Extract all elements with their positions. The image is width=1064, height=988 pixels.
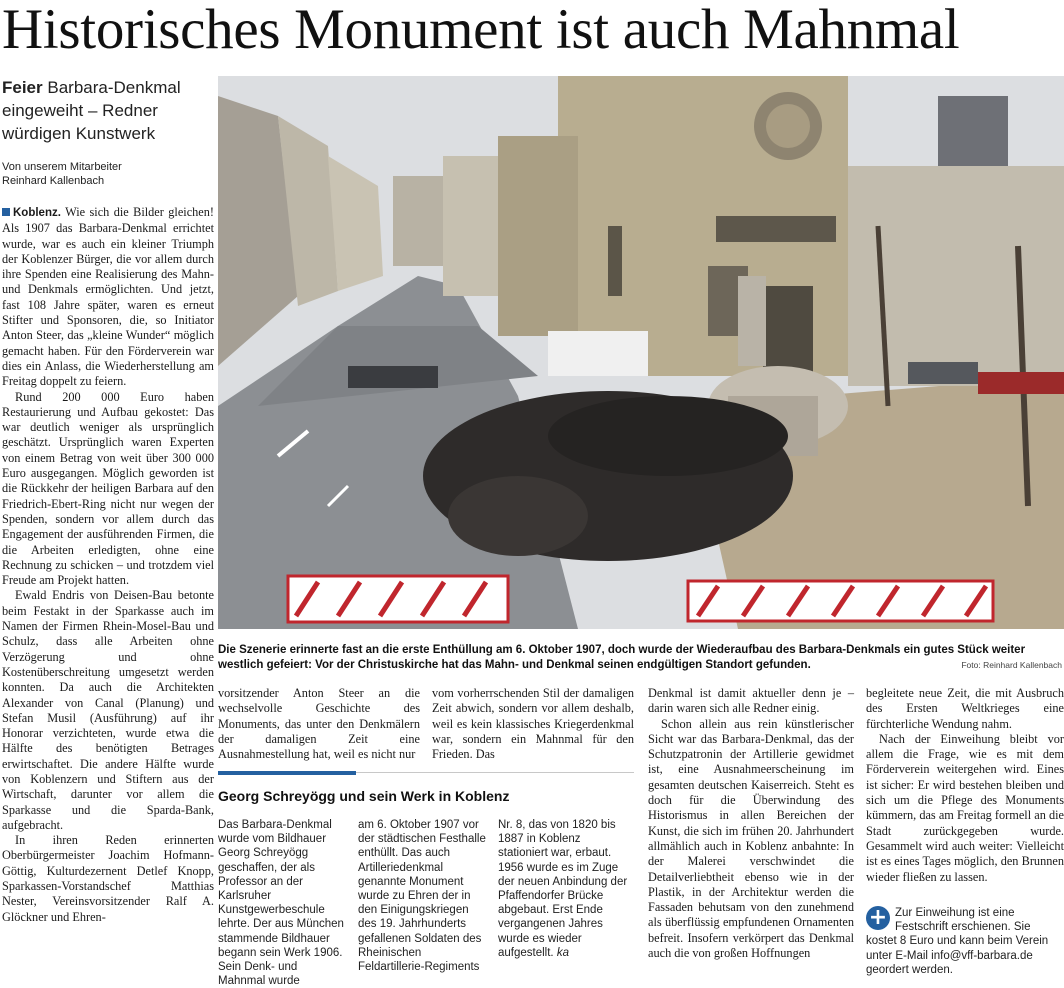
article-column-3: [432, 686, 634, 762]
monument-ceremony-photo: [218, 76, 1064, 629]
infobox-author: ka: [556, 946, 569, 959]
infobox-column-2: am 6. Oktober 1907 vor der städtischen Festhalle enthüllt. Das auch Artilleriedenkmal genannte Monument wurde zu Ehren der in den Einigungskriegen des 19. Jahrhunderts gefallenen Soldaten des Rheinischen Feldartillerie-Regiments: [358, 819, 486, 974]
infobox-title: Georg Schreyögg und sein Werk in Koblenz: [218, 788, 510, 804]
festschrift-note: [866, 906, 1064, 977]
article-paragraph: Nach der Einweihung bleibt vor allem die Frage, wie es mit dem Förderverein weitergehen wird. Eines ist sicher: Er wird bestehen bleiben und sich um die Pflege des Monuments kümmern, das am Freitag formell an die Stadt zurückgegeben wurde. Gesammelt wird auch weiter: Vielleicht ist es eines Tages möglich, den Brunnen wieder fließen zu lassen.: [866, 731, 1064, 884]
article-paragraph: vorsitzender Anton Steer an die wechselvolle Geschichte des Monuments, das unter den Denkmälern der damaligen Zeit eine Ausnahmestellung hat, weil es nicht nur: [218, 686, 420, 762]
infobox-text: Nr. 8, das von 1820 bis 1887 in Koblenz stationiert war, erbaut. 1956 wurde es im Zuge der neuen Anbindung der Pfaffendorfer Brücke abgebaut. Erst Ende vergangenen Jahres wurde es wieder aufgestellt.: [498, 819, 628, 959]
photo-credit: Foto: Reinhard Kallenbach: [961, 660, 1062, 670]
plus-circle-icon: +: [866, 906, 890, 930]
byline-line-1: Von unserem Mitarbeiter: [2, 161, 122, 173]
article-column-2: [218, 686, 420, 762]
dateline-location: Koblenz.: [13, 207, 61, 219]
headline: Historisches Monument ist auch Mahnmal: [2, 0, 960, 61]
article-paragraph: begleitete neue Zeit, die mit Ausbruch des Ersten Weltkrieges eine fürchterliche Wendung nahm.: [866, 686, 1064, 731]
byline: [2, 160, 214, 188]
article-paragraph: vom vorherrschenden Stil der damaligen Zeit abwich, sondern vor allem deshalb, weil es kein klassisches Kriegerdenkmal war, sondern ein Mahnmal für den Frieden. Das: [432, 686, 634, 762]
subhead-text: Barbara-Denkmal eingeweiht – Redner würdigen Kunstwerk: [2, 78, 181, 143]
article-paragraph: [2, 205, 214, 390]
article-paragraph: In ihren Reden erinnerten Oberbürgermeister Joachim Hofmann-Göttig, Kulturdezernent Detlef Knopp, Sparkassen-Vorstandschef Matthias Nester, Vereinsvorsitzender Ralf A. Glöckner und Ehren-: [2, 833, 214, 924]
photo-caption: Die Szenerie erinnerte fast an die erste Enthüllung am 6. Oktober 1907, doch wurde der Wiederaufbau des Barbara-Denkmals ein gutes Stück weiter westlich gefeiert: Vor der Christuskirche hat das Mahn- und Denkmal seinen endgültigen Standort gefunden.: [218, 644, 1026, 671]
article-column-5: [866, 686, 1064, 884]
infobox-accent-bar: [218, 771, 356, 775]
infobox-column-1: Das Barbara-Denkmal wurde vom Bildhauer Georg Schreyögg geschaffen, der als Professor an der Karlsruher Kunstgewerbeschule lehrte. Der aus München stammende Bildhauer begann sein Werk 1906. Sein Denk- und Mahnmal wurde: [218, 819, 344, 988]
infobox-column-3: [498, 818, 630, 977]
article-photo: [218, 76, 1064, 629]
byline-author: Reinhard Kallenbach: [2, 175, 105, 187]
article-paragraph: Denkmal ist damit aktueller denn je – darin waren sich alle Redner einig.: [648, 686, 854, 716]
article-column-4: [648, 686, 854, 977]
lead-column: [2, 76, 214, 188]
article-paragraph: Rund 200 000 Euro haben Restaurierung und Aufbau gekostet: Das war deutlich weniger als ursprünglich geschätzt. Ursprünglich waren Experten von einem Betrag von weit über 300 000 Euro ausgegangen. Möglich geworden ist die Rückkehr der heiligen Barbara auf den Friedrich-Ebert-Ring nicht nur wegen der Spenden, sondern vor allem durch das Engagement der ausführenden Firmen, die die Arbeiten erledigten, ohne eine Rechnung zu schicken – und trotzdem viel Freude am Projekt hatten.: [2, 389, 214, 588]
article-paragraph: Ewald Endris von Deisen-Bau betonte beim Festakt in der Sparkasse auch im Namen der Firmen Rhein-Mosel-Bau und Schulz, dass alle Arbeiten ohne Verzögerung und ohne Kostenüberschreitung umgesetzt werden konnten. Da auch die Architekten Alexander von Canal (Planung) und Stefan Musil (Ausführung) auf ihr Honorar verzichteten, wurde etwa die Hälfte des benötigten Betrages erwirtschaftet. Die andere Hälfte wurde von Koblenzern und Stiftern aus der Wirtschaft, darunter vor allem die Sparkasse und die Sparda-Bank, aufgebracht.: [2, 588, 214, 832]
subhead-kicker: Feier: [2, 78, 43, 97]
location-marker-icon: [2, 208, 10, 216]
subheadline: [2, 76, 214, 145]
paragraph-text: Wie sich die Bilder gleichen! Als 1907 das Barbara-Denkmal errichtet wurde, war es auch ein kleiner Triumph der Koblenzer Bürger, die vor allem durch ihre Spenden eine Realisierung des Mahn- und Denkmals ermöglichten. Und jetzt, fast 108 Jahre später, waren es erneut Stifter und Sponsoren, die, so Initiator Anton Steer, das „kleine Wunder“ möglich gemacht haben. Für den Förderverein war dies ein Anlass, die Wiederherstellung am Freitag doppelt zu feiern.: [2, 205, 214, 389]
article-paragraph: Schon allein aus rein künstlerischer Sicht war das Barbara-Denkmal, das der Schutzpatronin der Artillerie gewidmet ist, eine Ausnahmeerscheinung im gesamten deutschen Kaiserreich. Steht es doch für die Überwindung des Historismus in allen Bereichen der Kunst, die sich im frühen 20. Jahrhundert allmählich auch in Koblenz anbahnte: In der Malerei verschwindet die Detailverliebtheit ebenso wie in der Plastik, in der Architektur werden die Fassaden behutsam von den zunehmend als überflüssig empfundenen Ornamenten befreit. Insofern verkörpert das Denkmal auch die von großen Hoffnungen: [648, 716, 854, 961]
article-column-1: [2, 205, 214, 977]
festschrift-note-text: Zur Einweihung ist eine Festschrift erschienen. Sie kostet 8 Euro und kann beim Verein unter E-Mail info@vff-barbara.de geordert werden.: [866, 907, 1049, 976]
